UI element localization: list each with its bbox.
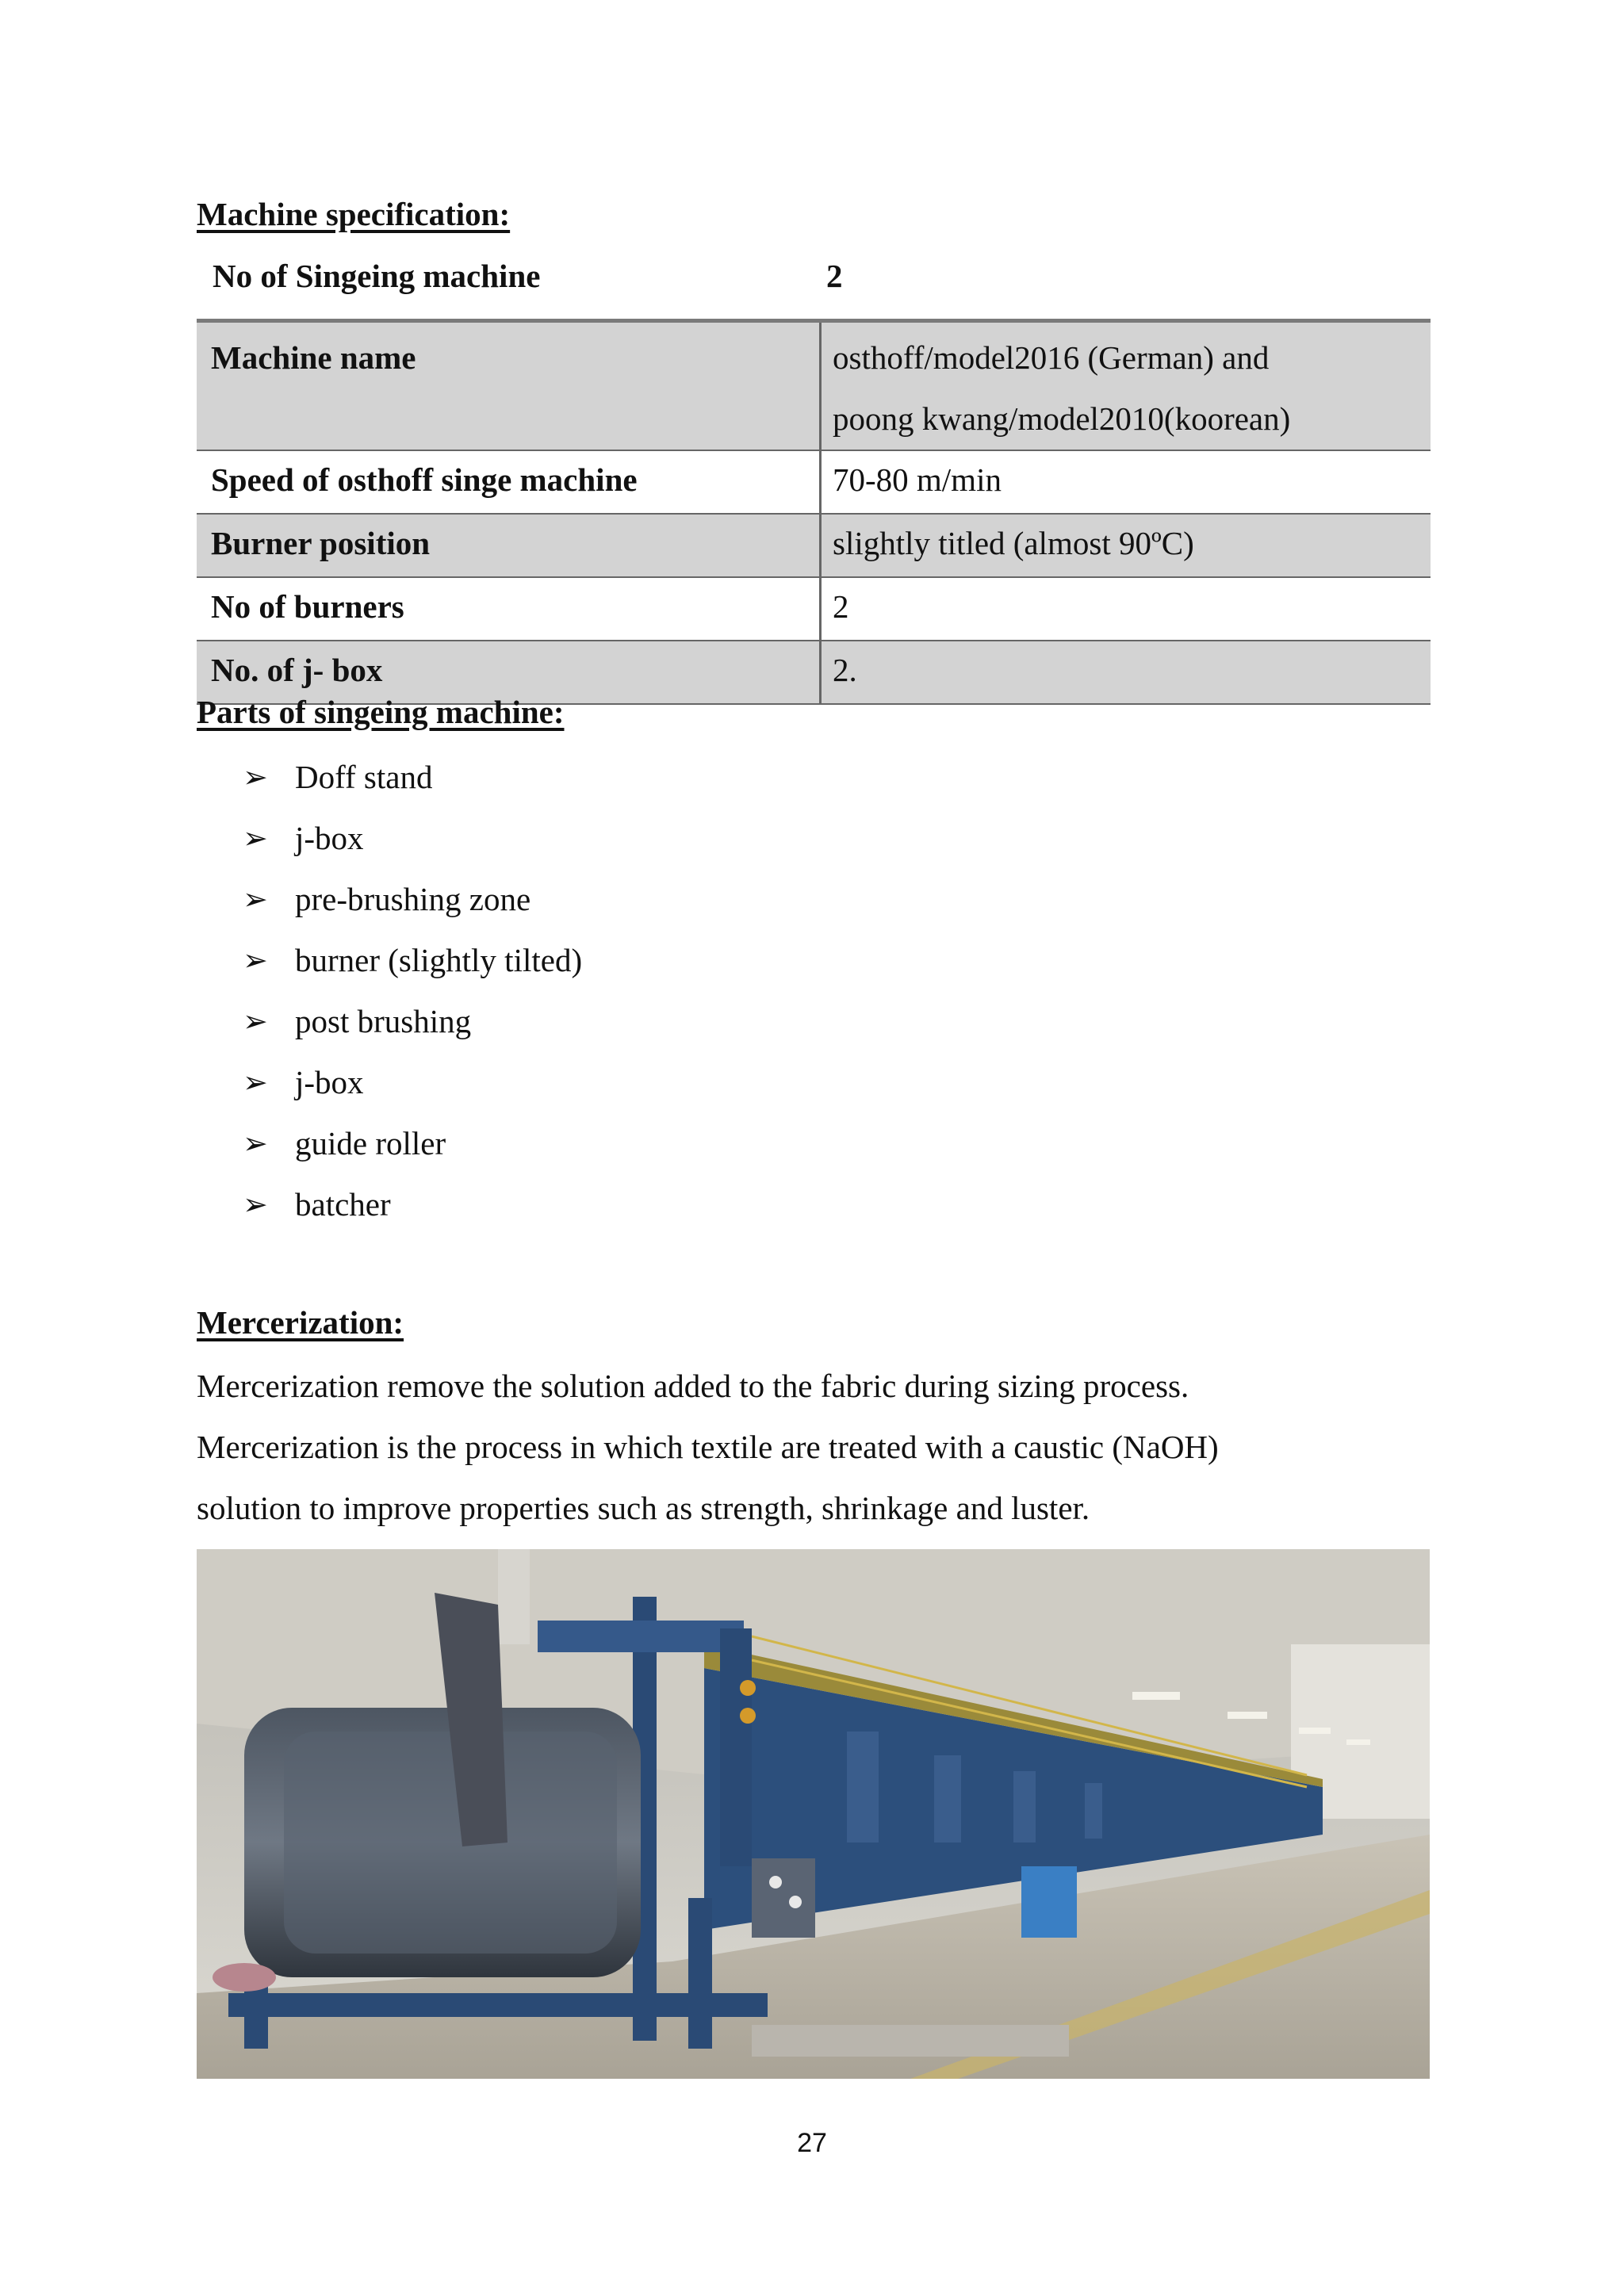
spec-value: 2 [826, 258, 843, 294]
page-number: 27 [797, 2128, 827, 2158]
spec-value: 2 [821, 577, 1431, 641]
mercerizing-machine-photo [197, 1549, 1430, 2079]
spec-label: Burner position [197, 514, 821, 577]
spec-row-speed [197, 450, 1431, 514]
mercerization-paragraph [197, 1356, 1434, 1539]
spec-value: 2. [821, 641, 1431, 704]
spec-value-line-2: poong kwang/model2010(koorean) [833, 400, 1291, 437]
arrowhead-bullet-icon: ➢ [243, 821, 268, 855]
arrowhead-bullet-icon: ➢ [243, 882, 268, 916]
spec-value: 70-80 m/min [821, 450, 1431, 514]
spec-row-burners [197, 577, 1431, 641]
list-item: ➢ post brushing [243, 991, 582, 1052]
spec-label: Speed of osthoff singe machine [197, 450, 821, 514]
spec-row-singeing-count [197, 243, 1431, 317]
mercerization-heading: Mercerization: [197, 1304, 404, 1341]
list-item: ➢ j-box [243, 808, 582, 869]
arrowhead-bullet-icon: ➢ [243, 1065, 268, 1100]
paragraph-line: Mercerization is the process in which textile are treated with a caustic (NaOH) [197, 1429, 1219, 1465]
list-item: ➢ pre-brushing zone [243, 869, 582, 930]
spec-label: No of Singeing machine [213, 258, 541, 294]
spec-row-burner-position [197, 514, 1431, 577]
arrowhead-bullet-icon: ➢ [243, 943, 268, 978]
spec-label: No. of j- box [197, 641, 821, 704]
list-item: ➢ j-box [243, 1052, 582, 1113]
spec-label: No of burners [197, 577, 821, 641]
spec-row-machine-name [197, 321, 1431, 451]
spec-value: slightly titled (almost 90ºC) [821, 514, 1431, 577]
list-item: ➢ batcher [243, 1174, 582, 1235]
machine-spec-table [197, 319, 1431, 705]
spec-label: Machine name [197, 321, 821, 451]
spec-value [821, 321, 1431, 451]
spec-value-line-1: osthoff/model2016 (German) and [833, 339, 1270, 376]
paragraph-line: Mercerization remove the solution added to the fabric during sizing process. [197, 1368, 1189, 1404]
arrowhead-bullet-icon: ➢ [243, 1004, 268, 1039]
arrowhead-bullet-icon: ➢ [243, 760, 268, 794]
arrowhead-bullet-icon: ➢ [243, 1126, 268, 1161]
list-item: ➢ burner (slightly tilted) [243, 930, 582, 991]
parts-heading: Parts of singeing machine: [197, 694, 565, 730]
machine-specification-heading: Machine specification: [197, 196, 511, 232]
paragraph-line: solution to improve properties such as strength, shrinkage and luster. [197, 1490, 1090, 1526]
arrowhead-bullet-icon: ➢ [243, 1187, 268, 1222]
parts-list [243, 747, 582, 1235]
list-item: ➢ Doff stand [243, 747, 582, 808]
list-item: ➢ guide roller [243, 1113, 582, 1174]
